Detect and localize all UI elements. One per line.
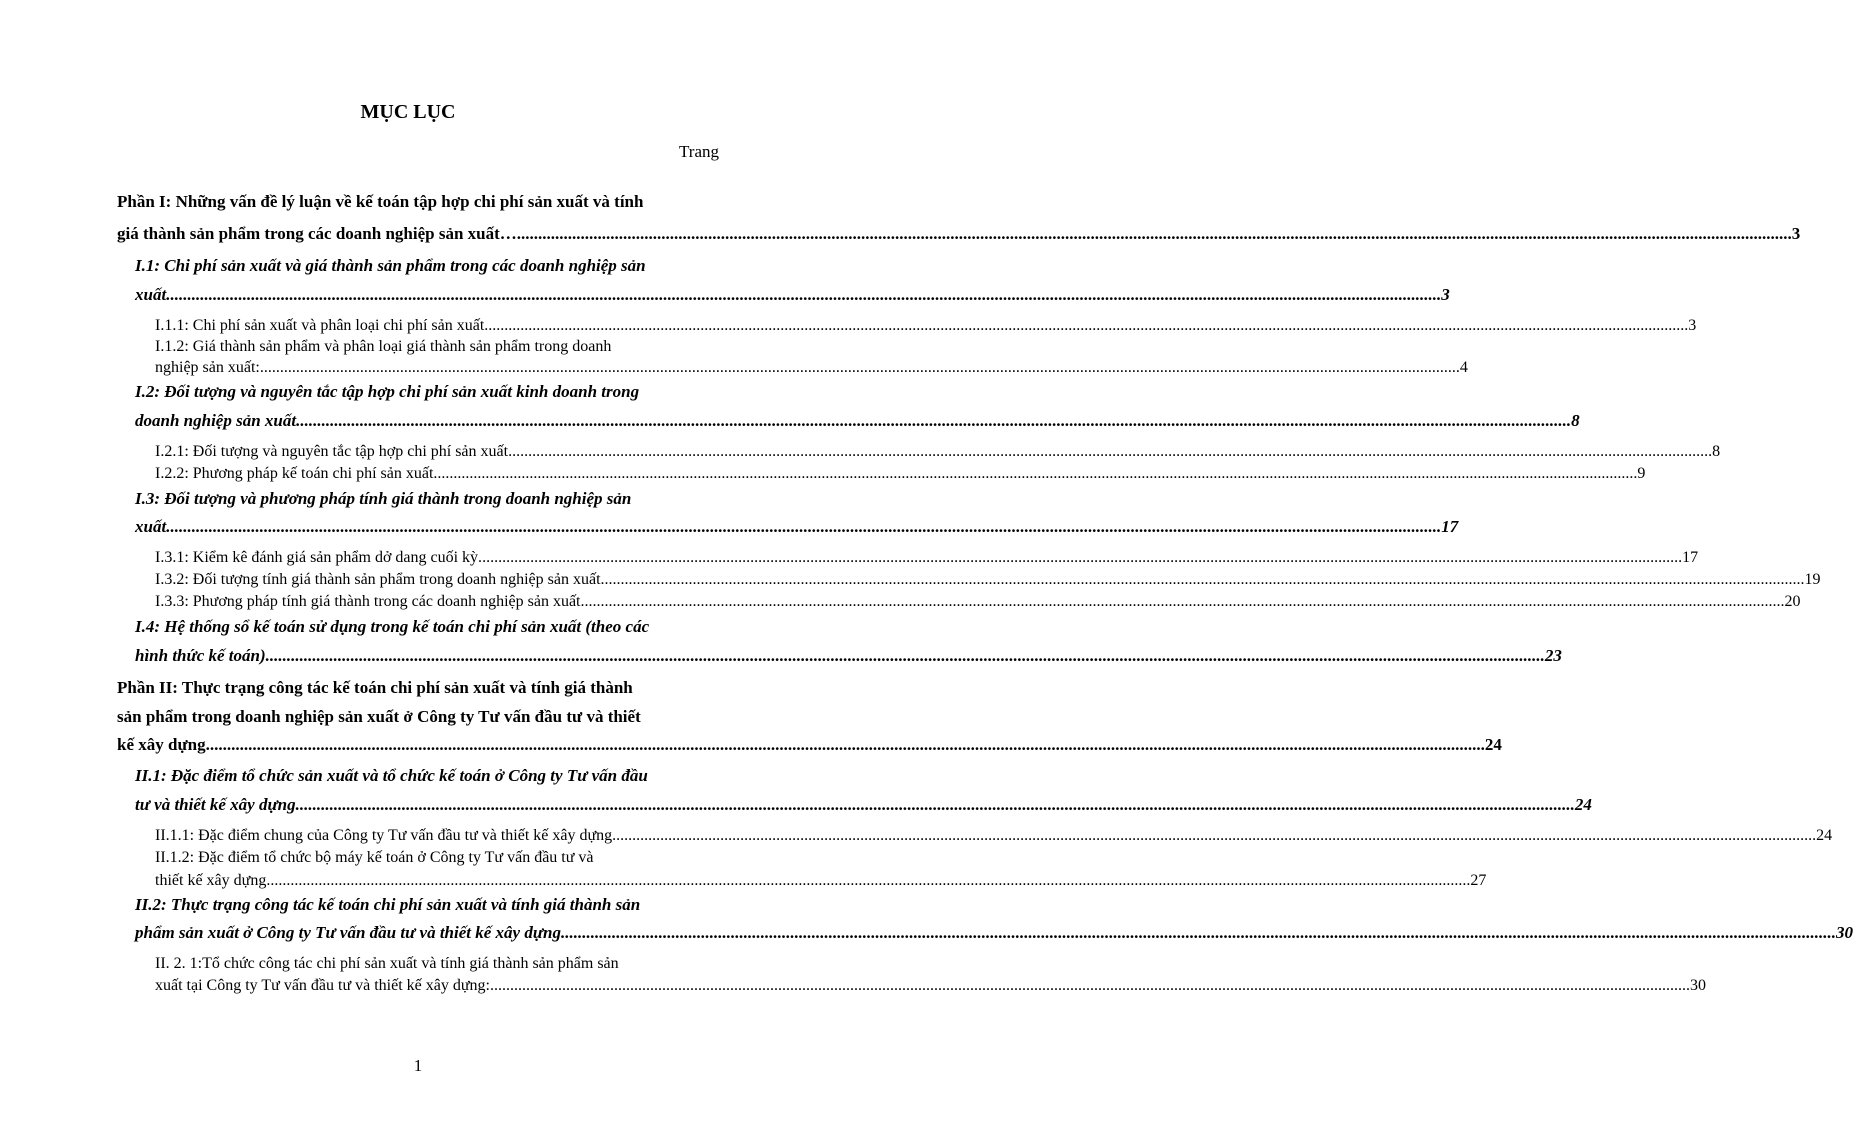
toc-page-number: 30 [1836,923,1853,942]
toc-entry-section-1-3-2[interactable] [155,571,1821,588]
toc-entry-text: giá thành sản phẩm trong các doanh nghiệp sản xuất… [117,224,517,243]
toc-entry-chapter-2-2-line1: II.2: Thực trạng công tác kế toán chi phí sản xuất và tính giá thành sản [135,895,641,914]
leader-dots: ............................................................................................................................................................................................................................................................................................................ [512,443,1713,460]
toc-entry-section-1-2-2[interactable] [155,465,1646,482]
toc-entry-part-1[interactable] [117,224,1801,243]
toc-entry-text: doanh nghiệp sản xuất [135,411,297,430]
toc-entry-section-1-2-1[interactable] [155,443,1721,460]
leader-dots: ............................................................................................................................................................................................................................................................................................................ [616,827,1817,844]
leader-dots: ............................................................................................................................................................................................................................................................................................................ [516,224,1792,243]
page-column-header: Trang [679,142,719,161]
toc-entry-text: phẩm sản xuất ở Công ty Tư vấn đầu tư và thiết kế xây dựng [135,923,561,942]
toc-entry-text: I.2.1: Đối tượng và nguyên tắc tập hợp chi phí sản xuất. [155,443,513,460]
leader-dots: ............................................................................................................................................................................................................................................................................................................ [488,317,1689,334]
toc-entry-section-2-1-2[interactable] [155,872,1487,889]
toc-page-number: 20 [1784,593,1801,610]
toc-entry-chapter-1-4[interactable] [135,646,1562,665]
toc-entry-section-1-1-1[interactable] [155,317,1697,334]
toc-page-number: 3 [1688,317,1697,334]
leader-dots: ............................................................................................................................................................................................................................................................................................................ [299,795,1575,814]
toc-entry-chapter-1-4-line1: I.4: Hệ thống sổ kế toán sử dụng trong kế toán chi phí sản xuất (theo các [135,617,650,636]
toc-entry-chapter-1-3[interactable] [135,517,1459,536]
toc-page-number: 24 [1574,795,1592,814]
toc-entry-section-2-1-2-line1: II.1.2: Đặc điểm tổ chức bộ máy kế toán ở Công ty Tư vấn đầu tư và [155,849,594,866]
toc-page-number: 24 [1484,735,1502,754]
page-title: MỤC LỤC [360,101,456,123]
toc-entry-chapter-2-1[interactable] [135,795,1592,814]
toc-entry-part-2[interactable] [117,735,1502,754]
leader-dots: ............................................................................................................................................................................................................................................................................................................ [166,285,1442,304]
toc-entry-section-1-1-2-line1: I.1.2: Giá thành sản phẩm và phân loại giá thành sản phẩm trong doanh [155,338,612,355]
toc-entry-chapter-2-1-line1: II.1: Đặc điểm tổ chức sản xuất và tổ chức kế toán ở Công ty Tư vấn đầu [135,766,648,785]
toc-page-number: 24 [1816,827,1833,844]
toc-page-number: 3 [1791,224,1801,243]
toc-entry-text: xuất [135,285,167,304]
toc-entry-text: hình thức kế toán). [135,646,270,665]
toc-entry-text: I.1.1: Chi phí sản xuất và phân loại chi phí sản xuất. [155,317,489,334]
toc-entry-part-2-line1: Phần II: Thực trạng công tác kế toán chi phí sản xuất và tính giá thành [117,678,633,697]
toc-entry-section-1-1-2[interactable] [155,359,1468,376]
leader-dots: ............................................................................................................................................................................................................................................................................................................ [561,923,1836,942]
leader-dots: ............................................................................................................................................................................................................................................................................................................ [270,872,1471,889]
toc-entry-chapter-1-2[interactable] [135,411,1580,430]
toc-entry-text: nghiệp sản xuất: [155,359,260,376]
leader-dots: ............................................................................................................................................................................................................................................................................................................ [490,977,1690,994]
toc-entry-chapter-2-2[interactable] [135,923,1853,942]
leader-dots: ............................................................................................................................................................................................................................................................................................................ [269,646,1545,665]
footer-page-number: 1 [413,1056,423,1075]
toc-entry-chapter-1-3-line1: I.3: Đối tượng và phương pháp tính giá thành trong doanh nghiệp sản [135,489,632,508]
toc-entry-chapter-1-1-line1: I.1: Chi phí sản xuất và giá thành sản phẩm trong các doanh nghiệp sản [135,256,646,275]
toc-entry-section-2-1-1[interactable] [155,827,1833,844]
toc-page-number: 9 [1637,465,1646,482]
toc-entry-text: I.3.2: Đối tượng tính giá thành sản phẩm trong doanh nghiệp sản xuất. [155,571,605,588]
toc-page-number: 30 [1690,977,1706,994]
toc-entry-text: xuất tại Công ty Tư vấn đầu tư và thiết kế xây dựng: [155,977,490,994]
leader-dots: ............................................................................................................................................................................................................................................................................................................ [209,735,1485,754]
toc-entry-text: tư và thiết kế xây dựng. [135,795,300,814]
toc-entry-text: thiết kế xây dựng. [155,872,271,889]
toc-page-number: 3 [1441,285,1450,304]
toc-page-number: 8 [1712,443,1721,460]
toc-entry-text: I.3.3: Phương pháp tính giá thành trong các doanh nghiệp sản xuất. [155,593,585,610]
toc-entry-section-2-2-1[interactable] [155,977,1706,994]
leader-dots: ............................................................................................................................................................................................................................................................................................................ [296,411,1572,430]
toc-entry-chapter-1-1[interactable] [135,285,1450,304]
leader-dots: ............................................................................................................................................................................................................................................................................................................ [437,465,1638,482]
toc-entry-chapter-1-2-line1: I.2: Đối tượng và nguyên tắc tập hợp chi phí sản xuất kinh doanh trong [135,382,640,401]
leader-dots: ............................................................................................................................................................................................................................................................................................................ [166,517,1442,536]
toc-entry-part-1-line1: Phần I: Những vấn đề lý luận về kế toán tập hợp chi phí sản xuất và tính [117,192,644,211]
toc-page-number: 8 [1571,411,1580,430]
toc-entry-text: xuất [135,517,167,536]
toc-entry-section-2-2-1-line1: II. 2. 1:Tổ chức công tác chi phí sản xuất và tính giá thành sản phẩm sản [155,955,619,972]
toc-page-number: 4 [1459,359,1468,376]
toc-entry-section-1-3-3[interactable] [155,593,1801,610]
toc-entry-part-2-line2: sản phẩm trong doanh nghiệp sản xuất ở Công ty Tư vấn đầu tư và thiết [117,707,641,726]
toc-entry-text: II.1.1: Đặc điểm chung của Công ty Tư vấn đầu tư và thiết kế xây dựng. [155,827,617,844]
leader-dots: ............................................................................................................................................................................................................................................................................................................ [482,549,1683,566]
toc-entry-text: kế xây dựng. [117,735,210,754]
leader-dots: ............................................................................................................................................................................................................................................................................................................ [584,593,1785,610]
toc-entry-section-1-3-1[interactable] [155,549,1699,566]
toc-page-number: 19 [1804,571,1821,588]
toc-page-number: 17 [1441,517,1459,536]
toc-page-number: 27 [1470,872,1487,889]
leader-dots: ............................................................................................................................................................................................................................................................................................................ [259,359,1460,376]
toc-page-number: 17 [1682,549,1699,566]
toc-entry-text: I.3.1: Kiểm kê đánh giá sản phẩm dở dang cuối kỳ. [155,549,483,566]
leader-dots: ............................................................................................................................................................................................................................................................................................................ [604,571,1805,588]
toc-page-number: 23 [1544,646,1562,665]
toc-entry-text: I.2.2: Phương pháp kế toán chi phí sản xuất. [155,465,438,482]
